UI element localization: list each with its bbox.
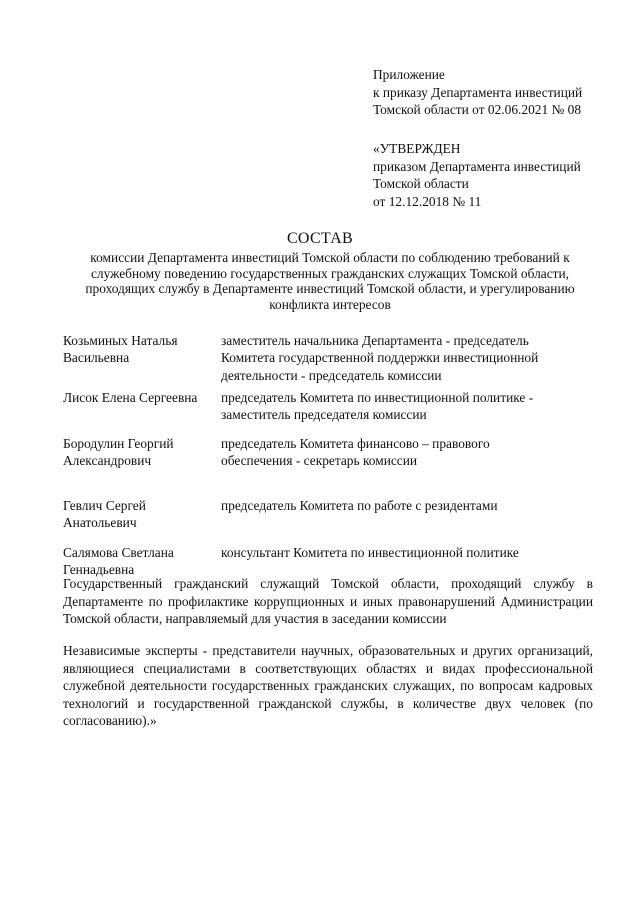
member-role-line: председатель Комитета финансово – правового xyxy=(221,436,490,451)
member-name-line: Геннадьевна xyxy=(63,562,135,578)
member-name-line: Гевлич Сергей xyxy=(63,498,146,513)
member-name xyxy=(63,332,213,367)
approval-stamp-text xyxy=(373,140,581,210)
approved-line: Томской области xyxy=(373,176,469,192)
approved-line: от 12.12.2018 № 11 xyxy=(373,193,482,209)
document-title: СОСТАВ xyxy=(286,230,354,247)
subtitle-line: служебному поведению государственных гражданских служащих Томской области, xyxy=(90,265,570,281)
member-name xyxy=(63,435,213,470)
member-role xyxy=(221,544,593,561)
subtitle-line: конфликта интересов xyxy=(269,296,391,312)
member-role-line: консультант Комитета по инвестиционной политике xyxy=(221,545,519,560)
member-role xyxy=(221,389,593,424)
member-name-line: Салямова Светлана xyxy=(63,545,174,560)
appendix-line: Томской области от 02.06.2021 № 08 xyxy=(373,102,582,118)
member-role-line: заместитель председателя комиссии xyxy=(221,407,427,423)
member-name-line: Козьминых Наталья xyxy=(63,333,178,348)
document-subtitle xyxy=(50,250,610,312)
subtitle-line: комиссии Департамента инвестиций Томской области по соблюдению требований к xyxy=(90,250,570,265)
member-role xyxy=(221,435,593,470)
appendix-line: Приложение xyxy=(373,67,445,82)
appendix-header xyxy=(373,66,582,119)
body-paragraph: Независимые эксперты - представители научных, образовательных и других организаций, являющиеся специалистами в соответствующих областях и видах профессиональной служебной деятельности государственных гражданских служащих, по вопросам кадровых технологий и государственной гражданской службы, в количестве двух человек (по согласованию).» xyxy=(63,643,593,729)
member-role-line: Комитета государственной поддержки инвестиционной xyxy=(221,350,539,366)
subtitle-line: проходящих службу в Департаменте инвестиций Томской области, и урегулированию xyxy=(85,281,575,297)
member-name-line: Анатольевич xyxy=(63,515,137,531)
member-name-line: Бородулин Георгий xyxy=(63,436,174,451)
member-name xyxy=(63,544,213,579)
member-name-line: Александрович xyxy=(63,453,152,469)
body-paragraph: Государственный гражданский служащий Томской области, проходящий службу в Департаменте по профилактике коррупционных и иных правонарушений Администрации Томской области, направляемый для участия в заседании комиссии xyxy=(63,576,593,627)
member-name-line: Васильевна xyxy=(63,350,130,366)
member-role-line: обеспечения - секретарь комиссии xyxy=(221,453,418,469)
approved-line: приказом Департамента инвестиций xyxy=(373,158,581,174)
member-role xyxy=(221,332,593,384)
member-name-line: Лисок Елена Сергеевна xyxy=(63,390,198,405)
approved-line: «УТВЕРЖДЕН xyxy=(373,141,461,156)
member-role-line: деятельности - председатель комиссии xyxy=(221,367,442,383)
member-role-line: заместитель начальника Департамента - председатель xyxy=(221,333,529,348)
member-role xyxy=(221,497,593,514)
member-role-line: председатель Комитета по инвестиционной политике - xyxy=(221,390,534,405)
appendix-line: к приказу Департамента инвестиций xyxy=(373,84,583,100)
member-role-line: председатель Комитета по работе с резидентами xyxy=(221,498,498,513)
member-name xyxy=(63,497,213,532)
member-name xyxy=(63,389,213,406)
